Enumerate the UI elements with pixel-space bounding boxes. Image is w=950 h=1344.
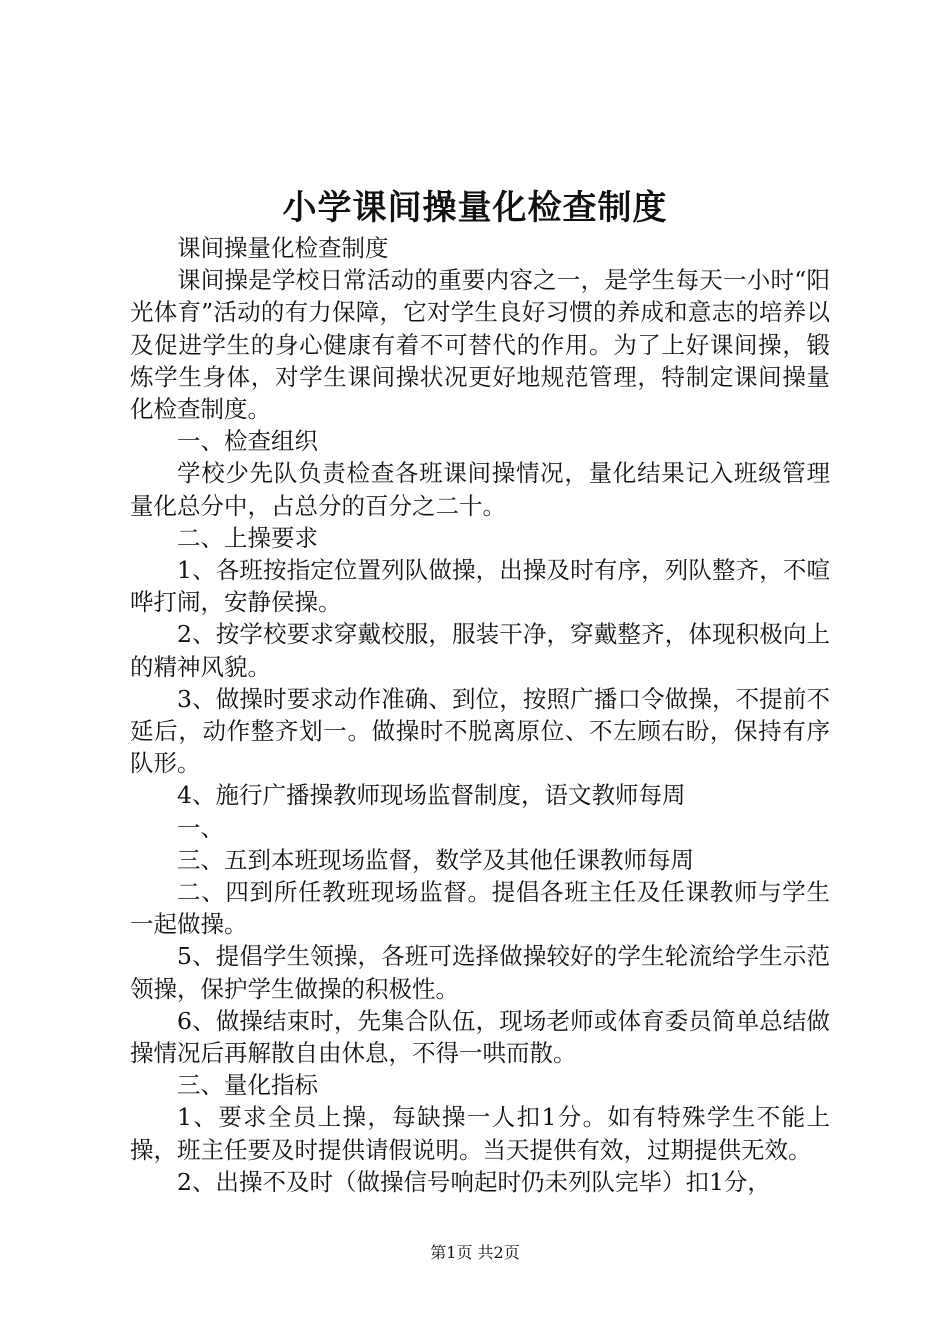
list-item: 2、按学校要求穿戴校服，服装干净，穿戴整齐，体现积极向上的精神风貌。 (130, 620, 830, 681)
list-item: 1、要求全员上操，每缺操一人扣1分。如有特殊学生不能上操，班主任要及时提供请假说明。当天提供有效，过期提供无效。 (130, 1103, 830, 1164)
list-item: 4、施行广播操教师现场监督制度，语文教师每周 (177, 781, 686, 810)
section-heading-2: 二、上操要求 (177, 523, 318, 552)
paragraph: 学校少先队负责检查各班课间操情况，量化结果记入班级管理量化总分中，占总分的百分之二十。 (130, 459, 830, 520)
list-item: 1、各班按指定位置列队做操，出操及时有序，列队整齐，不喧哗打闹，安静侯操。 (130, 556, 830, 617)
list-item: 3、做操时要求动作准确、到位，按照广播口令做操，不提前不延后，动作整齐划一。做操时不脱离原位、不左顾右盼，保持有序队形。 (130, 684, 830, 778)
page-number-footer: 第1页 共2页 (430, 1243, 520, 1262)
list-item: 2、出操不及时（做操信号响起时仍未列队完毕）扣1分， (177, 1167, 771, 1196)
section-heading-3: 三、量化指标 (177, 1071, 318, 1100)
paragraph-subtitle: 课间操量化检查制度 (177, 234, 389, 262)
paragraph-intro: 课间操是学校日常活动的重要内容之一，是学生每天一小时“阳光体育”活动的有力保障，它对学生良好习惯的养成和意志的培养以及促进学生的身心健康有着不可替代的作用。为了上好课间操，锻炼学生身体，对学生课间操状况更好地规范管理，特制定课间操量化检查制度。 (130, 266, 830, 424)
list-item: 6、做操结束时，先集合队伍，现场老师或体育委员简单总结做操情况后再解散自由休息，不得一哄而散。 (130, 1006, 830, 1068)
paragraph-fragment: 一、 (177, 813, 224, 842)
paragraph-fragment: 三、五到本班现场监督，数学及其他任课教师每周 (177, 845, 694, 874)
document-body (130, 232, 830, 1198)
section-heading-1: 一、检查组织 (177, 427, 318, 456)
list-item: 5、提倡学生领操，各班可选择做操较好的学生轮流给学生示范领操，保护学生做操的积极性。 (130, 942, 830, 1003)
document-title: 小学课间操量化检查制度 (282, 188, 668, 228)
paragraph-fragment: 二、四到所任教班现场监督。提倡各班主任及任课教师与学生一起做操。 (130, 878, 830, 939)
